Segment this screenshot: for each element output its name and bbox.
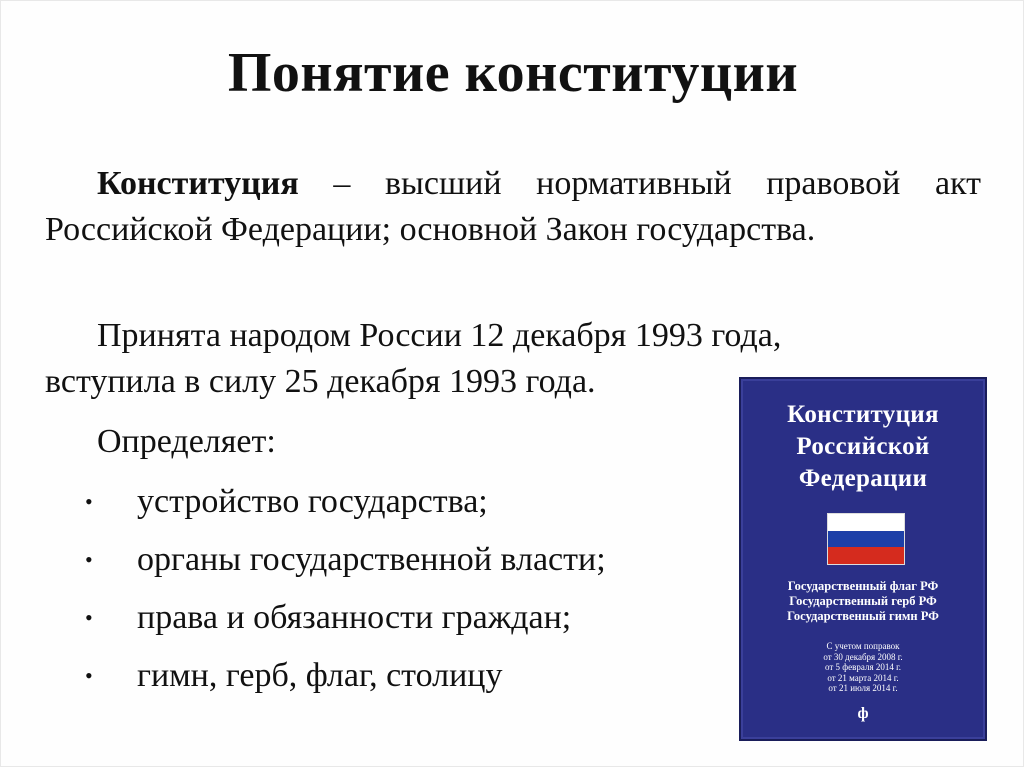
adoption-line-2: вступила в силу 25 декабря 1993 года. bbox=[45, 363, 596, 400]
defines-label: Определяет: bbox=[97, 423, 276, 460]
list-item: • гимн, герб, флаг, столицу bbox=[79, 647, 606, 705]
book-state-symbols: Государственный флаг РФ Государственный герб РФ Государственный гимн РФ bbox=[787, 579, 939, 623]
list-item: • устройство государства; bbox=[79, 473, 606, 531]
definition-paragraph bbox=[45, 161, 981, 253]
list-item: • органы государственной власти; bbox=[79, 531, 606, 589]
definition-text: – высший нормативный правовой акт Российской Федерации; основной Закон государства. bbox=[45, 165, 981, 248]
russian-flag-icon bbox=[827, 513, 905, 565]
bullet-icon: • bbox=[85, 605, 93, 630]
bullet-icon: • bbox=[85, 489, 93, 514]
book-title: Конституция Российской Федерации bbox=[787, 401, 939, 492]
adoption-line-1: Принята народом России 12 декабря 1993 года, bbox=[97, 317, 782, 354]
book-amendments: С учетом поправок от 30 декабря 2008 г. от 5 февраля 2014 г. от 21 марта 2014 г. от 21 июля 2014 г. bbox=[823, 641, 903, 693]
publisher-logo-icon: ф bbox=[857, 705, 869, 722]
slide-title: Понятие конституции bbox=[227, 42, 799, 104]
bullet-icon: • bbox=[85, 663, 93, 688]
defines-list bbox=[79, 473, 606, 705]
term-constitution: Конституция bbox=[97, 165, 299, 202]
constitution-book-cover bbox=[739, 377, 987, 741]
bullet-icon: • bbox=[85, 547, 93, 572]
list-item: • права и обязанности граждан; bbox=[79, 589, 606, 647]
